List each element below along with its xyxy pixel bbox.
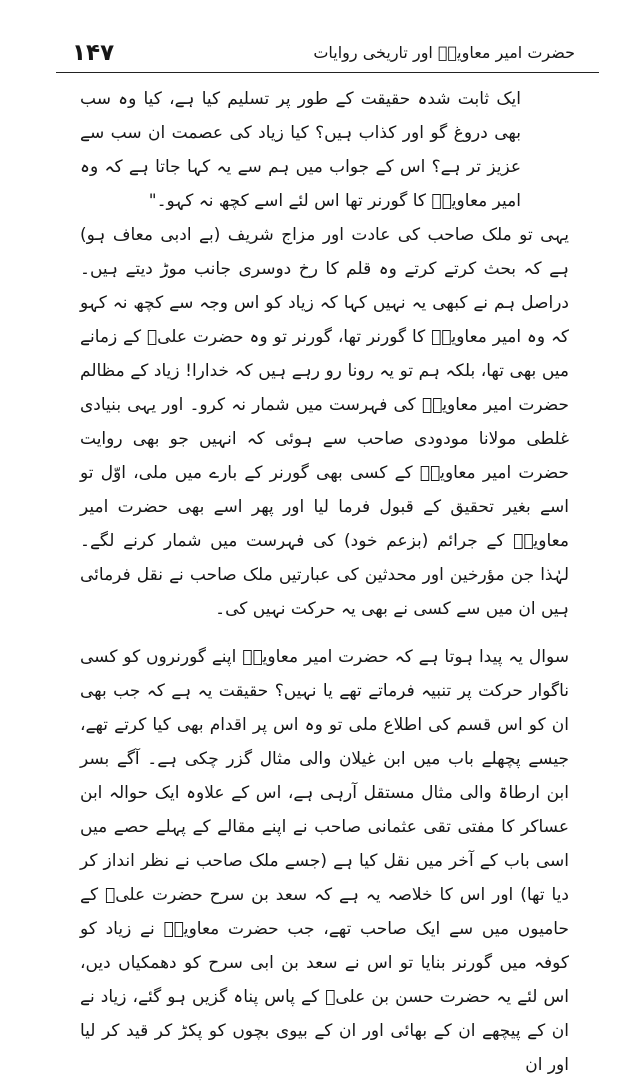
- page-number: ۱۴۷: [72, 40, 115, 66]
- paragraph-1: یہی تو ملک صاحب کی عادت اور مزاج شریف (بے ادبی معاف ہو) ہے کہ بحث کرتے کرتے وہ قلم کا رخ دوسری جانب موڑ دیتے ہیں۔ دراصل ہم نے کبھی یہ نہیں کہا کہ زیاد کو اس وجہ سے کچھ نہ کہو کہ وہ امیر معاویہؓ کا گورنر تھا، گورنر تو وہ حضرت علیؓ کے زمانے میں بھی تھا، بلکہ ہم تو یہ رونا رو رہے ہیں کہ خدارا! زیاد کے مظالم حضرت امیر معاویہؓ کی فہرست میں شمار نہ کرو۔ اور یہی بنیادی غلطی مولانا مودودی صاحب سے ہوئی کہ انہیں جو بھی روایت حضرت امیر معاویہؓ کے کسی بھی گورنر کے بارے میں ملی، اوّل تو اسے بغیر تحقیق کے قبول فرما لیا اور پھر اسے بھی حضرت امیر معاویہؓ کے جرائم (بزعم خود) کی فہرست میں شمار کرنے لگے۔ لہٰذا جن مؤرخین اور محدثین کی عبارتیں ملک صاحب نے نقل فرمائی ہیں ان میں سے کسی نے بھی یہ حرکت نہیں کی۔: [80, 225, 569, 619]
- paragraph-2: سوال یہ پیدا ہوتا ہے کہ حضرت امیر معاویہؓ اپنے گورنروں کو کسی ناگوار حرکت پر تنبیہ فرماتے تھے یا نہیں؟ حقیقت یہ ہے کہ جب بھی ان کو اس قسم کی اطلاع ملی تو وہ اس پر اقدام بھی کیا کرتے تھے، جیسے پچھلے باب میں ابن غیلان والی مثال گزر چکی ہے۔ آگے بسر ابن ارطاۃ والی مثال مستقل آرہی ہے، اس کے علاوہ ایک حوالہ ابن عساکر کا مفتی تقی عثمانی صاحب نے اپنے مقالے کے پہلے حصے میں اسی باب کے آخر میں نقل کیا ہے (جسے ملک صاحب نے نظر انداز کر دیا تھا) اور اس کا خلاصہ یہ ہے کہ سعد بن سرح حضرت علیؓ کے حامیوں میں سے ایک صاحب تھے، جب حضرت معاویہؓ نے زیاد کو کوفہ میں گورنر بنایا تو اس نے سعد بن ابی سرح کو دھمکیاں دیں، اس لئے یہ حضرت حسن بن علیؓ کے پاس پناہ گزیں ہو گئے، زیاد نے ان کے پیچھے ان کے بھائی اور ان کے بیوی بچوں کو پکڑ کر قید کر لیا اور ان: [80, 647, 569, 1075]
- block-quote: ایک ثابت شدہ حقیقت کے طور پر تسلیم کیا ہے، کیا وہ سب بھی دروغ گو اور کذاب ہیں؟ کیا زیاد کی عصمت ان سب سے عزیز تر ہے؟ اس کے جواب میں ہم سے یہ کہا جاتا ہے کہ وہ امیر معاویہؓ کا گورنر تھا اس لئے اسے کچھ نہ کہو۔": [80, 89, 521, 211]
- body-text: [80, 82, 569, 1082]
- running-header-title: حضرت امیر معاویہؓ اور تاریخی روایات: [313, 43, 575, 62]
- header-divider: [56, 72, 599, 73]
